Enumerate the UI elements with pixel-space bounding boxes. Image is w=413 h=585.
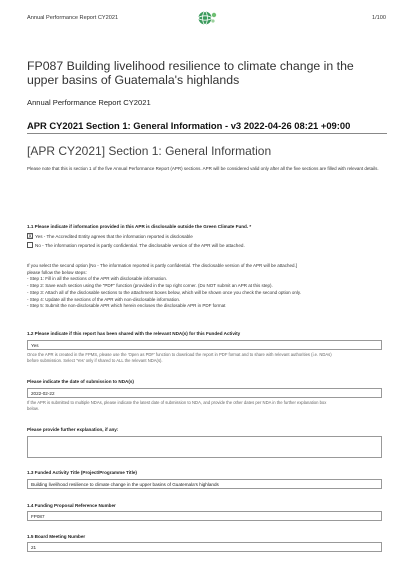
question-1-2-label: 1.2 Please indicate if this report has been shared with the relevant NDA(s) for this Funded Activity [27, 331, 241, 336]
explanation-label: Please provide further explanation, if any: [27, 427, 119, 432]
instruction-line: please follow the below steps: [27, 269, 87, 275]
question-1-3-label: 1.3 Funded Activity Title (Project/Programme Title) [27, 470, 137, 475]
submission-date-label: Please indicate the date of submission to NDA(s) [27, 379, 134, 384]
help-line: If the APR is submitted to multiple NDAs, please indicate the latest date of submission to NDA, and provide the other dates per NDA in the further explanation box [27, 400, 327, 405]
instruction-line: - Step 4: Update all the sections of the APR with non-disclosable information. [27, 296, 181, 302]
option-no-text: No - The information reported is partly confidential. The disclosable version of the APR will be attached. [35, 242, 245, 248]
submission-date-field[interactable]: 2022-02-22 [27, 388, 382, 398]
question-1-1-label: 1.1 Please indicate if information provided in this APR is disclosable outside the Green Climate Fund. * [27, 224, 252, 229]
option-yes-text: Yes - The Accredited Entity agrees that the information reported is disclosable [35, 233, 193, 239]
instruction-line: - Step 3: Attach all of the disclosable sections to the attachment boxes below, which will be shown once you check the second option only. [27, 289, 302, 295]
header-report-title: Annual Performance Report CY2021 [27, 15, 119, 21]
page-number: 1/100 [372, 15, 386, 21]
question-1-5-label: 1.5 Board Meeting Number [27, 534, 86, 539]
help-line: below. [27, 406, 39, 412]
green-globe-logo-icon [196, 10, 218, 26]
intro-text: Please note that this is section 1 of the five Annual Performance Report (APR) sections. APR will be considered valid only after all the five sections are filled with relevant details. [27, 166, 379, 171]
explanation-field[interactable] [27, 436, 382, 458]
instruction-line: If you select the second option [No - The information reported is partly confidential. The disclosable version of the APR will be attached.] [27, 263, 297, 268]
section-divider [27, 133, 387, 134]
instruction-line: - Step 2: Save each section using the "PDF" function (provided in the top right corner. (Do NOT submit an APR at this step). [27, 283, 273, 289]
instruction-line: - Step 1: Fill in all the sections of the APR with disclosable information. [27, 276, 168, 282]
funding-proposal-ref-field[interactable]: FP087 [27, 511, 382, 521]
document-title: FP087 Building livelihood resilience to climate change in the upper basins of Guatemala's highlands [27, 59, 354, 87]
option-no-confidential[interactable] [27, 242, 245, 248]
checkbox-no[interactable] [27, 242, 33, 248]
board-meeting-number-field[interactable]: 21 [27, 542, 382, 552]
section-heading: APR CY2021 Section 1: General Information - v3 2022-04-26 08:21 +09:00 [27, 120, 351, 131]
funded-activity-title-field[interactable]: Building livelihood resilience to climate change in the upper basins of Guatemala's highlands [27, 479, 382, 489]
question-1-4-label: 1.4 Funding Proposal Reference Number [27, 503, 116, 508]
help-line: before submission. Select 'Yes' only if shared to ALL the relevant NDA(s). [27, 358, 163, 364]
submission-date-help [27, 400, 387, 412]
help-line: Once the APR is created in the FPMS, please use the 'Open as PDF' function to download the report in PDF format and to share with relevant authorities (i.e. NDAs) [27, 352, 332, 357]
checkbox-yes[interactable]: X [28, 234, 32, 240]
instructions-block [27, 263, 387, 310]
instruction-line: - Step 5: Submit the non-disclosable APR which herein encloses the disclosable APR in PDF format [27, 303, 226, 309]
section-subheading: [APR CY2021] Section 1: General Information [27, 144, 272, 158]
question-1-2-help [27, 352, 387, 364]
option-yes-disclosable[interactable] [27, 233, 193, 239]
document-subtitle: Annual Performance Report CY2021 [27, 98, 151, 107]
nda-shared-field[interactable]: Yes [27, 340, 382, 350]
